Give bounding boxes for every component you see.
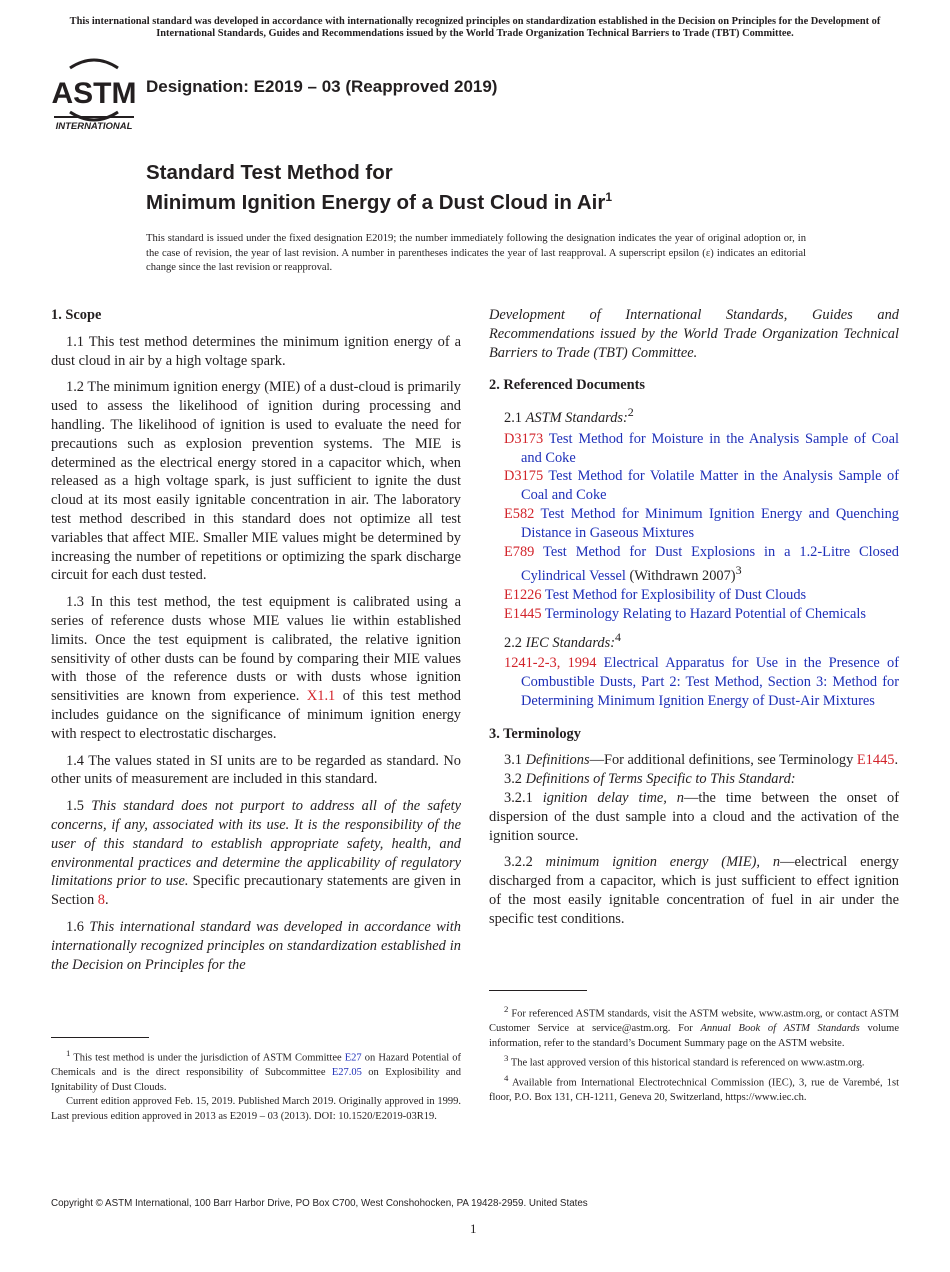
link-e27[interactable]: E27 (344, 1052, 362, 1064)
footnote-divider (51, 1037, 149, 1038)
title-line-1: Standard Test Method for (146, 161, 393, 184)
link-section-8[interactable]: 8 (97, 892, 105, 909)
footnote-ref-3[interactable]: 3 (735, 563, 742, 578)
ref-item-d3173 (489, 430, 899, 468)
iec-standards-label: 2.2 IEC Standards:$^4$ (504, 629, 622, 651)
footnote-4: $^4$ Available from International Electrotechnical Commission (IEC), 3, rue de Varembé, 1st floor, P.O. Box 131, CH-1211, Geneva 20, Switzerland, https://www.iec.ch. (489, 1073, 900, 1104)
top-notice: This international standard was developed in accordance with internationally recognized principles on standardization established in the Decision on Principles for the Development of International Standards, Guides and Recommendations issued by the World Trade Organization Technical Barriers to Trade (TBT) Committee. (69, 16, 881, 39)
ref-code-link[interactable]: E582 (504, 505, 535, 522)
page-number: 1 (470, 1221, 477, 1236)
section-heading-scope: 1. Scope (51, 307, 102, 323)
left-column (51, 306, 461, 982)
logo-caption: INTERNATIONAL (55, 121, 133, 132)
ref-title-link[interactable]: Test Method for Moisture in the Analysis Sample of Coal and Coke (521, 430, 899, 466)
footnote-ref-4[interactable]: 4 (615, 629, 622, 644)
link-e1445[interactable]: E1445 (856, 752, 895, 769)
preamble: This standard is issued under the fixed designation E2019; the number immediately following the designation indicates the year of original adoption or, in the case of revision, the year of last revision. A number in parentheses indicates the year of last reapproval. A superscript epsilon (ε) indicates an editorial change since the last revision or reapproval. (146, 233, 806, 273)
ref-title-link[interactable]: Test Method for Dust Explosions in a 1.2-Litre Closed Cylindrical Vessel (521, 543, 899, 585)
paragraph-1-4: 1.4 The values stated in SI units are to be regarded as standard. No other units of measurement are included in this standard. (51, 752, 461, 788)
ref-item-e1445 (489, 605, 899, 624)
ref-item-e582 (489, 505, 899, 543)
footnote-1: $^1$ This test method is under the jurisdiction of ASTM Committee E27 on Hazard Potential of Chemicals and is the direct responsibility of Subcommittee E27.05 on Explosibility and Ignitability of Dust Clouds. (51, 1048, 462, 1093)
ref-item-d3175 (489, 467, 899, 505)
paragraph-3-2-1: 3.2.1 ignition delay time, n—the time between the onset of dispersion of the dust sample into a cloud and the activation of the ignition source. (489, 789, 899, 844)
ref-title-link[interactable]: Test Method for Explosibility of Dust Clouds (541, 586, 807, 603)
title-footnote-ref[interactable]: 1 (605, 190, 613, 204)
ref-code-link[interactable]: E789 (504, 543, 535, 560)
link-e27-05[interactable]: E27.05 (331, 1067, 362, 1079)
right-column (489, 306, 899, 937)
paragraph-1-6-continued: Development of International Standards, Guides and Recommendations issued by the World Trade Organization Technical Barriers to Trade (TBT) Committee. (489, 307, 899, 361)
copyright: Copyright © ASTM International, 100 Barr Harbor Drive, PO Box C700, West Conshohocken, PA 19428-2959. United States (51, 1198, 588, 1209)
ref-title-link[interactable]: Test Method for Volatile Matter in the Analysis Sample of Coal and Coke (521, 468, 899, 504)
ref-item-iec-1241 (489, 654, 899, 710)
paragraph-1-1: 1.1 This test method determines the minimum ignition energy of a dust cloud in air by a high voltage spark. (51, 333, 461, 369)
paragraph-1-3: 1.3 In this test method, the test equipment is calibrated using a series of reference dusts whose MIE values lie within established limits. Once the test equipment is calibrated, the relative ignition sensitivity of other dusts can be found by comparing their MIE values with those of the reference dusts or with dusts whose ignition sensitivities are known from experience. X1.1 of this test method includes guidance on the significance of minimum ignition energy with respect to electrostatic discharges. (51, 594, 461, 742)
footnote-ref-2[interactable]: 2 (627, 405, 634, 420)
logo-letters: ASTM (52, 77, 136, 110)
ref-withdrawn-note: (Withdrawn 2007) (625, 568, 736, 585)
designation: Designation: E2019 – 03 (Reapproved 2019) (146, 77, 498, 96)
page-title (146, 160, 612, 215)
ref-item-e1226 (489, 586, 899, 605)
paragraph-3-1: 3.1 Definitions—For additional definitions, see Terminology E1445. (504, 752, 899, 769)
link-x1-1[interactable]: X1.1 (306, 688, 336, 705)
ref-title-link[interactable]: Test Method for Minimum Ignition Energy and Quenching Distance in Gaseous Mixtures (521, 505, 899, 541)
footnote-3: $^3$ The last approved version of this historical standard is referenced on www.astm.org. (504, 1053, 865, 1069)
paragraph-3-2-2: 3.2.2 minimum ignition energy (MIE), n—electrical energy discharged from a capacitor, which is just sufficient to effect ignition of the most easily ignitable concentration of fuel in air under the specific test conditions. (489, 854, 899, 927)
ref-code-link[interactable]: E1226 (504, 586, 542, 603)
ref-title-link[interactable]: Terminology Relating to Hazard Potential of Chemicals (541, 605, 867, 622)
ref-code-link[interactable]: E1445 (504, 605, 542, 622)
astm-standards-label: 2.1 ASTM Standards:$^2$ (504, 405, 634, 426)
footnotes-left (51, 1046, 461, 1124)
paragraph-1-2: 1.2 The minimum ignition energy (MIE) of a dust-cloud is primarily used to assess the likelihood of ignition during processing and handling. The likelihood of ignition is used to evaluate the need for precautions such as explosion prevention systems. The MIE is determined as the electrical energy stored in a capacitor which, when released as a high voltage spark, is just sufficient to ignite the dust cloud at its most easily ignitable concentration in air. The laboratory test method described in this standard does not optimize all test variables that affect MIE. Smaller MIE values might be determined by increasing the number of repetitions or optimizing the spark discharge circuit for each dust tested. (51, 379, 461, 584)
footnotes-right (489, 1002, 899, 1106)
paragraph-1-6: 1.6 This international standard was developed in accordance with internationally recognized principles on standardization established in the Decision on Principles for the (51, 918, 461, 973)
ref-code-link[interactable]: D3175 (504, 468, 544, 485)
section-heading-referenced-documents: 2. Referenced Documents (489, 377, 645, 394)
footnote-divider (489, 990, 587, 991)
ref-title-link[interactable]: Electrical Apparatus for Use in the Presence of Combustible Dusts, Part 2: Test Method, Section 3: Method for Determining Minimum Ignition Energy of Dust-Air Mixtures (521, 655, 900, 709)
paragraph-3-2: 3.2 Definitions of Terms Specific to This Standard: (504, 771, 796, 788)
section-heading-terminology: 3. Terminology (489, 725, 581, 742)
paragraph-1-5: 1.5 This standard does not purport to address all of the safety concerns, if any, associated with its use. It is the responsibility of the user of this standard to establish appropriate safety, health, and environmental practices and determine the applicability of regulatory limitations prior to use. Specific precautionary statements are given in Section 8. (51, 798, 461, 909)
edition-note: Current edition approved Feb. 15, 2019. Published March 2019. Originally approved in 1999. Last previous edition approved in 2013 as E2019 – 03 (2013). DOI: 10.1520/E2019-03R19. (51, 1096, 461, 1122)
ref-code-link[interactable]: D3173 (504, 430, 544, 447)
ref-code-link[interactable]: 1241-2-3, 1994 (504, 655, 597, 672)
footnote-2: $^2$ For referenced ASTM standards, visit the ASTM website, www.astm.org, or contact ASTM Customer Service at service@astm.org. For Annual Book of ASTM Standards volume information, refer to the standard’s Document Summary page on the ASTM website. (489, 1004, 899, 1049)
astm-logo-icon (52, 58, 136, 132)
title-line-2: Minimum Ignition Energy of a Dust Cloud in Air$^1$ (146, 190, 613, 214)
ref-item-e789 (489, 543, 899, 586)
